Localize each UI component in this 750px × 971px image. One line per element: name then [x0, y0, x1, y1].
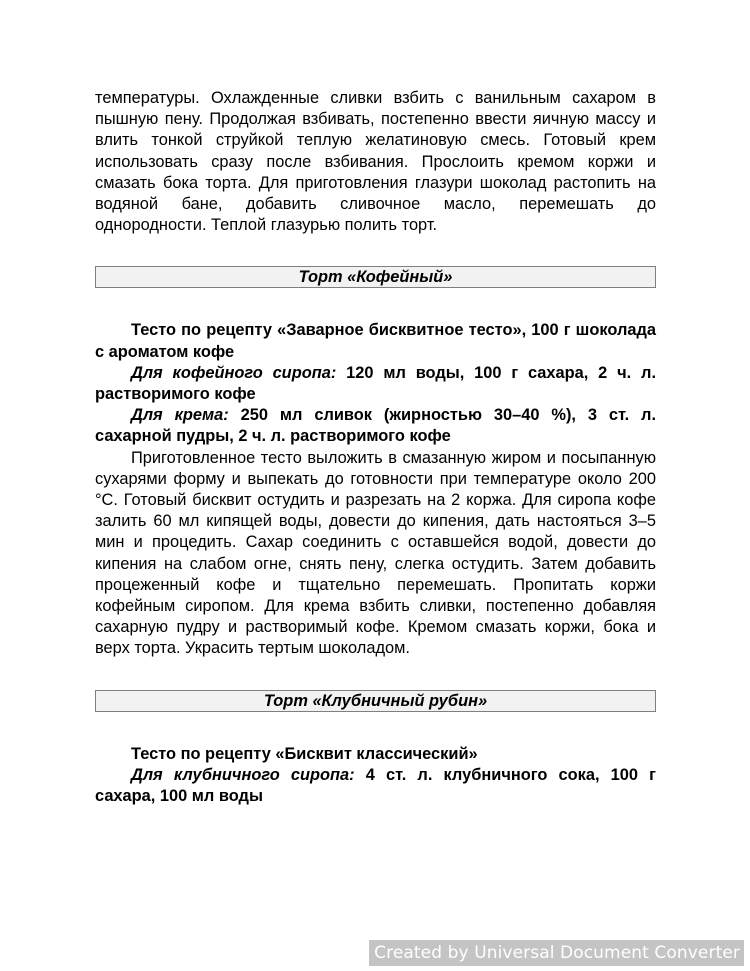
intro-paragraph: температуры. Охлажденные сливки взбить с ванильным сахаром в пышную пену. Продолжая взбивать, постепенно ввести яичную массу и влить тонкой струйкой теплую желатиновую смесь. Готовый крем использовать сразу после взбивания. Прослоить кремом коржи и смазать бока торта. Для приготовления глазури шоколад растопить на водяной бане, добавить сливочное масло, перемешать до однородности. Теплой глазурью полить торт.: [95, 89, 656, 235]
document-page: [95, 88, 656, 807]
watermark-banner: Created by Universal Document Converter: [369, 940, 744, 966]
recipe-title-strawberry: Торт «Клубничный рубин»: [95, 690, 656, 712]
coffee-method: Приготовленное тесто выложить в смазанную жиром и посыпанную сухарями форму и выпекать до готовности при температуре около 200 °С. Готовый бисквит остудить и разрезать на 2 коржа. Для сиропа кофе залить 60 мл кипящей воды, довести до кипения, дать настояться 3–5 мин и процедить. Сахар соединить с оставшейся водой, довести до кипения на слабом огне, снять пену, слегка остудить. Затем добавить процеженный кофе и тщательно перемешать. Пропитать коржи кофейным сиропом. Для крема взбить сливки, постепенно добавляя сахарную пудру и растворимый кофе. Кремом смазать коржи, бока и верх торта. Украсить тертым шоколадом.: [95, 448, 656, 658]
coffee-cream-line: [95, 405, 656, 447]
coffee-syrup-text: 120 мл воды, 100 г сахара, 2 ч. л. растворимого кофе: [95, 363, 656, 404]
coffee-cream-label: Для крема:: [131, 406, 229, 425]
strawberry-syrup-text: 4 ст. л. клубничного сока, 100 г сахара, 100 мл воды: [95, 765, 656, 806]
coffee-cream-text: 250 мл сливок (жирностью 30–40 %), 3 ст. л. сахарной пудры, 2 ч. л. растворимого кофе: [95, 406, 656, 446]
strawberry-dough-line: Тесто по рецепту «Бисквит классический»: [131, 744, 478, 763]
recipe-title-coffee: Торт «Кофейный»: [95, 266, 656, 288]
coffee-syrup-line: [95, 363, 656, 405]
strawberry-syrup-label: Для клубничного сиропа:: [131, 765, 355, 784]
coffee-syrup-label: Для кофейного сиропа:: [131, 363, 337, 382]
coffee-dough-line: Тесто по рецепту «Заварное бисквитное тесто», 100 г шоколада с ароматом кофе: [95, 321, 656, 361]
strawberry-syrup-line: [95, 765, 656, 807]
